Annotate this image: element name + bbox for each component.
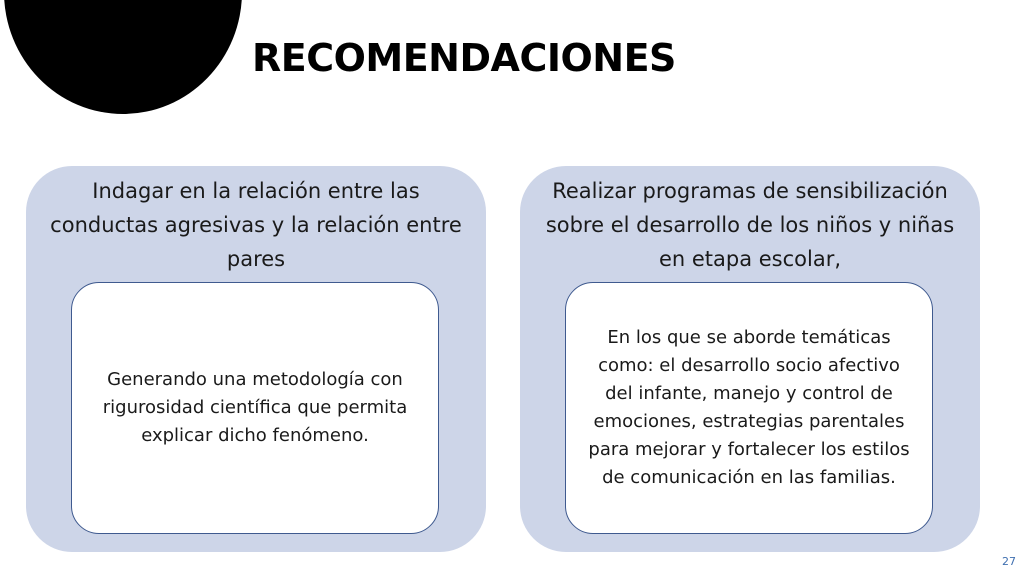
recommendation-detail-1: Generando una metodología con rigurosidad científica que permita explicar dicho fenómeno.: [102, 369, 408, 446]
page-number: 27: [1002, 555, 1016, 568]
recommendation-panel-1: [26, 166, 486, 552]
recommendation-panel-2: [520, 166, 980, 552]
recommendation-detail-card-2: [565, 282, 933, 534]
decorative-circle: [4, 0, 242, 114]
recommendation-heading-2: Realizar programas de sensibilización sobre el desarrollo de los niños y niñas en etapa escolar,: [545, 179, 955, 271]
recommendation-detail-card-1: [71, 282, 439, 534]
slide-title: RECOMENDACIONES: [252, 36, 676, 80]
recommendation-detail-2: En los que se aborde temáticas como: el desarrollo socio afectivo del infante, manejo y control de emociones, estrategias parentales para mejorar y fortalecer los estilos de comunicación en las familias.: [588, 327, 910, 488]
recommendation-heading-1: Indagar en la relación entre las conductas agresivas y la relación entre pares: [50, 179, 462, 271]
